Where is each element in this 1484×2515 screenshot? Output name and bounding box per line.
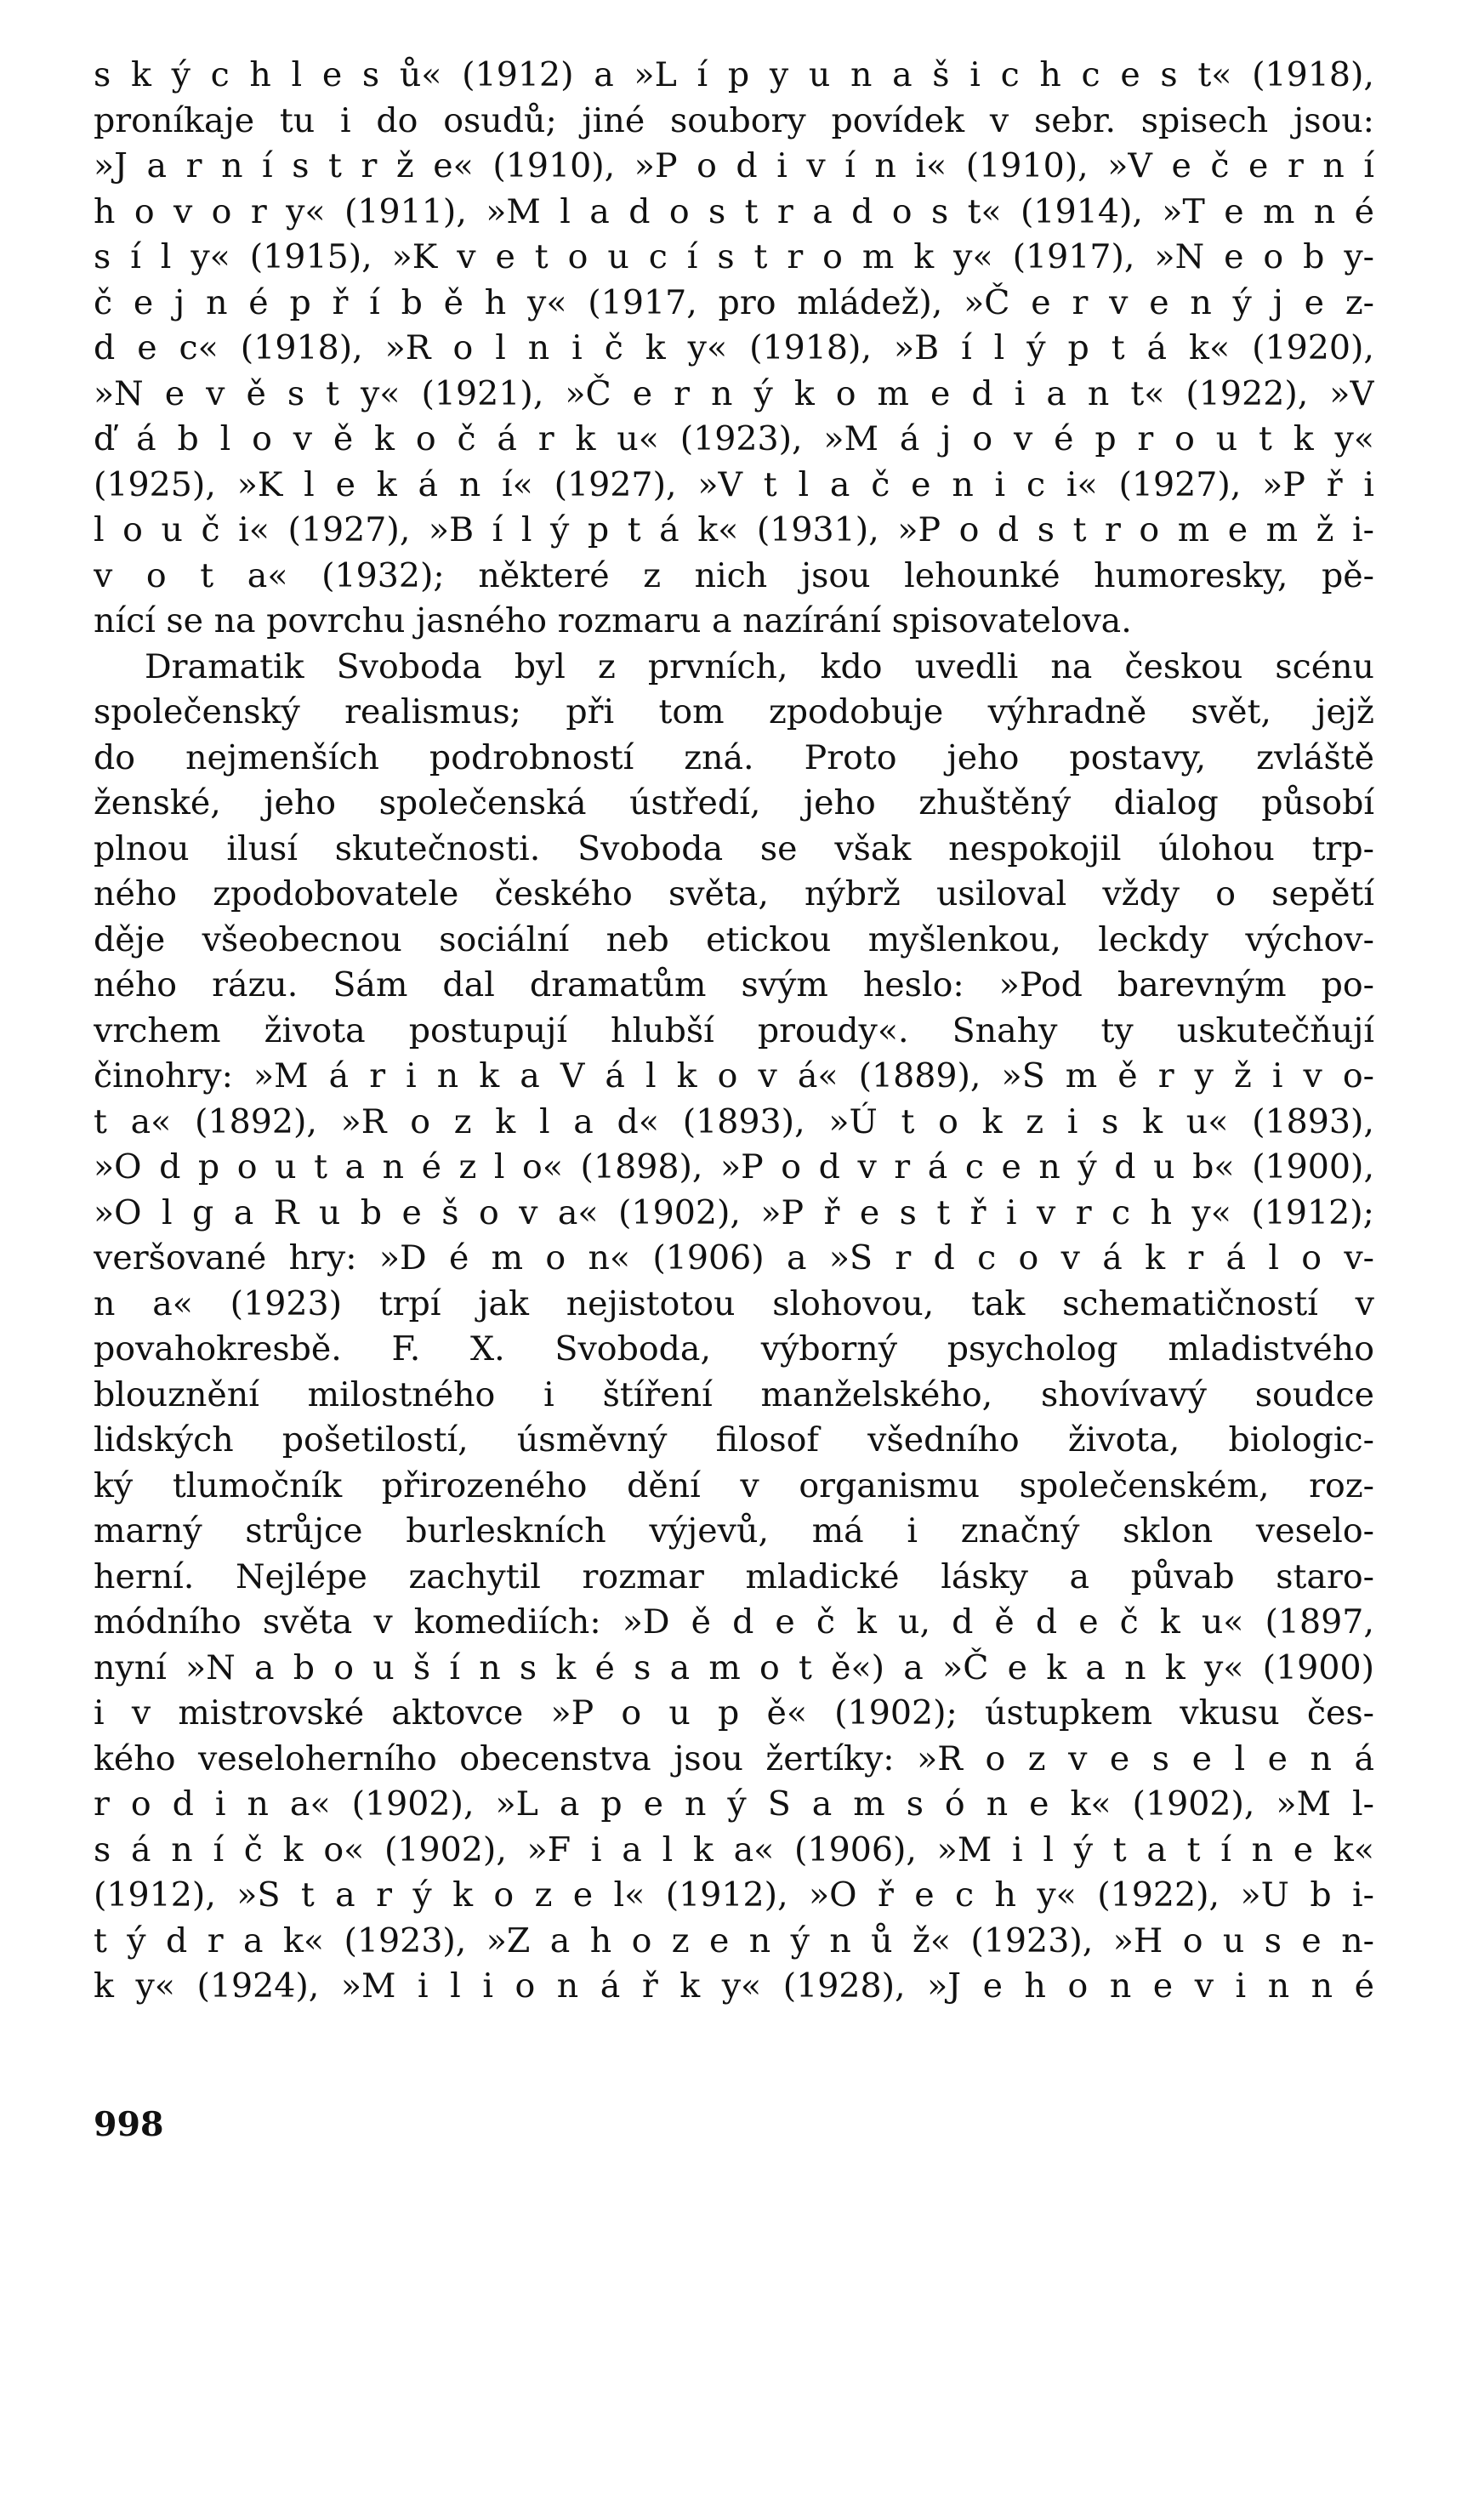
text-line: nyní »N a b o u š í n s k é s a m o t ě«) a »Č e k a n k y« (1900) xyxy=(94,1647,1374,1687)
page-text xyxy=(94,53,1374,2010)
text-line: ký tlumočník přirozeného dění v organismu společenském, roz- xyxy=(94,1465,1374,1505)
text-line: činohry: »M á r i n k a V á l k o v á« (1889), »S m ě r y ž i v o- xyxy=(94,1056,1374,1095)
text-line: s k ý c h l e s ů« (1912) a »L í p y u n a š i c h c e s t« (1918), xyxy=(94,55,1374,94)
text-line: v o t a« (1932); některé z nich jsou lehounké humoresky, pě- xyxy=(94,555,1374,595)
text-line: »O d p o u t a n é z l o« (1898), »P o d v r á c e n ý d u b« (1900), xyxy=(94,1147,1374,1186)
text-line: nící se na povrchu jasného rozmaru a nazírání spisovatelova. xyxy=(94,601,1132,640)
text-line: d e c« (1918), »R o l n i č k y« (1918), »B í l ý p t á k« (1920), xyxy=(94,328,1374,367)
text-line: Dramatik Svoboda byl z prvních, kdo uvedli na českou scénu xyxy=(145,646,1374,686)
text-line: kého veseloherního obecenstva jsou žertíky: »R o z v e s e l e n á xyxy=(94,1738,1374,1778)
text-line: lidských pošetilostí, úsměvný filosof všedního života, biologic- xyxy=(94,1420,1374,1459)
text-line: ného rázu. Sám dal dramatům svým heslo: »Pod barevným po- xyxy=(94,965,1374,1004)
paragraph-1 xyxy=(94,53,1374,645)
paragraph-2 xyxy=(94,645,1374,2010)
text-line: s á n í č k o« (1902), »F i a l k a« (1906), »M i l ý t a t í n e k« xyxy=(94,1829,1374,1869)
text-line: »N e v ě s t y« (1921), »Č e r n ý k o m e d i a n t« (1922), »V xyxy=(94,373,1374,413)
text-line: k y« (1924), »M i l i o n á ř k y« (1928), »J e h o n e v i n n é xyxy=(94,1966,1374,2006)
text-line: t a« (1892), »R o z k l a d« (1893), »Ú t o k z i s k u« (1893), xyxy=(94,1101,1374,1141)
text-line: herní. Nejlépe zachytil rozmar mladické lásky a půvab staro- xyxy=(94,1556,1374,1596)
text-line: i v mistrovské aktovce »P o u p ě« (1902); ústupkem vkusu čes- xyxy=(94,1693,1374,1733)
text-line: proníkaje tu i do osudů; jiné soubory povídek v sebr. spisech jsou: xyxy=(94,100,1374,140)
text-line: h o v o r y« (1911), »M l a d o s t r a d o s t« (1914), »T e m n é xyxy=(94,191,1374,231)
text-line: módního světa v komediích: »D ě d e č k u, d ě d e č k u« (1897, xyxy=(94,1602,1374,1642)
text-line: povahokresbě. F. X. Svoboda, výborný psycholog mladistvého xyxy=(94,1329,1374,1368)
text-line: r o d i n a« (1902), »L a p e n ý S a m s ó n e k« (1902), »M l- xyxy=(94,1784,1374,1824)
text-line: (1912), »S t a r ý k o z e l« (1912), »O ř e c h y« (1922), »U b i- xyxy=(94,1875,1374,1915)
text-line: (1925), »K l e k á n í« (1927), »V t l a č e n i c i« (1927), »P ř i xyxy=(94,464,1374,504)
text-line: ného zpodobovatele českého světa, nýbrž usiloval vždy o sepětí xyxy=(94,874,1374,913)
text-line: veršované hry: »D é m o n« (1906) a »S r d c o v á k r á l o v- xyxy=(94,1238,1374,1277)
text-line: společenský realismus; při tom zpodobuje výhradně svět, jejž xyxy=(94,692,1374,731)
text-line: ď á b l o v ě k o č á r k u« (1923), »M á j o v é p r o u t k y« xyxy=(94,419,1374,458)
text-line: »J a r n í s t r ž e« (1910), »P o d i v í n i« (1910), »V e č e r n í xyxy=(94,146,1374,185)
text-line: t ý d r a k« (1923), »Z a h o z e n ý n ů ž« (1923), »H o u s e n- xyxy=(94,1920,1374,1960)
text-line: do nejmenších podrobností zná. Proto jeho postavy, zvláště xyxy=(94,737,1374,777)
text-line: n a« (1923) trpí jak nejistotou slohovou, tak schematičností v xyxy=(94,1283,1374,1323)
text-line: s í l y« (1915), »K v e t o u c í s t r o m k y« (1917), »N e o b y- xyxy=(94,237,1374,276)
text-line: č e j n é p ř í b ě h y« (1917, pro mládež), »Č e r v e n ý j e z- xyxy=(94,282,1374,322)
text-line: »O l g a R u b e š o v a« (1902), »P ř e s t ř i v r c h y« (1912); xyxy=(94,1192,1374,1232)
page-number: 998 xyxy=(94,2105,164,2144)
text-line: marný strůjce burleskních výjevů, má i značný sklon veselo- xyxy=(94,1511,1374,1551)
text-line: l o u č i« (1927), »B í l ý p t á k« (1931), »P o d s t r o m e m ž i- xyxy=(94,510,1374,549)
text-line: vrchem života postupují hlubší proudy«. Snahy ty uskutečňují xyxy=(94,1010,1374,1050)
text-line: děje všeobecnou sociální neb etickou myšlenkou, leckdy výchov- xyxy=(94,919,1374,959)
text-line: blouznění milostného i štíření manželského, shovívavý soudce xyxy=(94,1374,1374,1414)
text-line: ženské, jeho společenská ústředí, jeho zhuštěný dialog působí xyxy=(94,783,1374,822)
text-line: plnou ilusí skutečnosti. Svoboda se však nespokojil úlohou trp- xyxy=(94,828,1374,868)
